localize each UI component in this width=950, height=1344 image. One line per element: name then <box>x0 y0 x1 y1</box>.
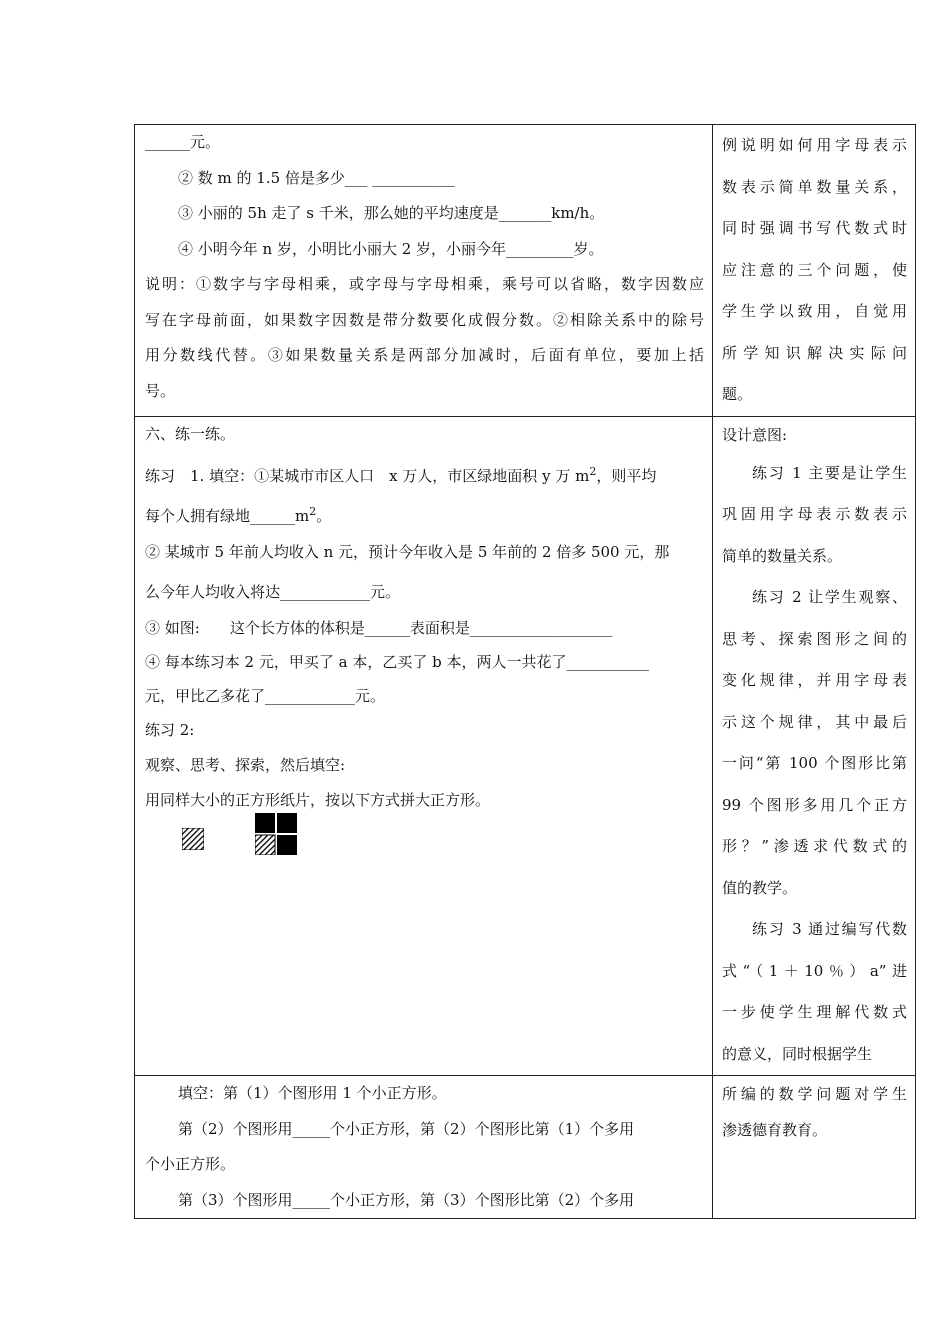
text-line: 号。 <box>145 381 176 400</box>
square-figures <box>145 818 704 862</box>
intent-cell <box>713 416 916 1076</box>
intent-cell <box>713 125 916 417</box>
text-line: ② 数 m 的 1.5 倍是多少___ ___________ <box>178 168 455 187</box>
text-line: 练习 2: <box>145 721 195 739</box>
text-line: ④ 小明今年 n 岁，小明比小丽大 2 岁，小丽今年_________岁。 <box>178 239 604 258</box>
text-line: 一问“第 100 个图形比第 <box>722 754 907 772</box>
text-line: 设计意图: <box>722 425 788 444</box>
text-line: 元，甲比乙多花了____________元。 <box>145 687 386 705</box>
text-line: 变化规律，并用字母表 <box>722 671 907 689</box>
content-cell <box>135 125 713 417</box>
content-cell <box>135 416 713 1076</box>
section-title: 六、练一练。 <box>145 424 236 443</box>
text-line: 练习 1 主要是让学生 <box>752 463 907 482</box>
text-line: 思考、探索图形之间的 <box>722 629 907 648</box>
text-line: 所编的数学问题对学生 <box>722 1085 907 1103</box>
text-line: 用分数线代替。③如果数量关系是两部分加减时，后面有单位，要加上括 <box>145 346 704 364</box>
content-cell <box>135 1076 713 1219</box>
text-line: ______元。 <box>145 133 221 151</box>
text-line: 值的教学。 <box>722 878 798 897</box>
text-line: 形？”渗透求代数式的 <box>722 837 907 855</box>
text-line: 第（2）个图形用_____个小正方形，第（2）个图形比第（1）个多用 <box>178 1119 635 1138</box>
table-row <box>135 125 916 417</box>
text-line: 练习 3 通过编写代数 <box>752 920 907 938</box>
text-line: 写在字母前面，如果数字因数是带分数要化成假分数。②相除关系中的除号 <box>145 310 704 329</box>
text-line: 所学知识解决实际问 <box>722 343 907 362</box>
text-line: 第（3）个图形用_____个小正方形，第（3）个图形比第（2）个多用 <box>178 1190 635 1209</box>
text-line: 渗透德育教育。 <box>722 1121 828 1139</box>
text-line: 填空：第（1）个图形用 1 个小正方形。 <box>178 1084 447 1102</box>
intent-cell <box>713 1076 916 1219</box>
text-line: 用同样大小的正方形纸片，按以下方式拼大正方形。 <box>145 791 491 809</box>
text-line: 说明：①数字与字母相乘，或字母与字母相乘，乘号可以省略，数字因数应 <box>145 275 704 293</box>
figure-1-square <box>182 828 204 850</box>
text-line: 巩固用字母表示数表示 <box>722 505 907 523</box>
text-line: 练习 2 让学生观察、 <box>752 588 907 606</box>
text-line: ④ 每本练习本 2 元，甲买了 a 本，乙买了 b 本，两人一共花了___________ <box>145 653 649 671</box>
lesson-plan-table <box>134 124 916 1219</box>
text-line: 题。 <box>722 385 753 403</box>
text-line: ③ 小丽的 5h 走了 s 千米，那么她的平均速度是_______km/h。 <box>178 204 605 222</box>
text-line: 个小正方形。 <box>145 1155 236 1173</box>
text-line: 式“（1＋10％）a”进 <box>722 961 907 980</box>
text-line: 的意义，同时根据学生 <box>722 1044 873 1063</box>
text-line: 示这个规律，其中最后 <box>722 712 907 731</box>
text-line: 例说明如何用字母表示 <box>722 136 907 154</box>
text-line: 么今年人均收入将达____________元。 <box>145 583 401 601</box>
text-line: 99 个图形多用几个正方 <box>722 795 907 814</box>
figure-2-squares <box>255 813 297 855</box>
text-line: 学生学以致用，自觉用 <box>722 302 907 320</box>
text-line: 同时强调书写代数式时 <box>722 219 907 237</box>
text-line: 数表示简单数量关系， <box>722 177 907 196</box>
text-line: 观察、思考、探索，然后填空: <box>145 756 346 774</box>
text-line: ② 某城市 5 年前人均收入 n 元，预计今年收入是 5 年前的 2 倍多 500 元，那 <box>145 543 670 561</box>
text-line: 每个人拥有绿地$\_\_\_\_\_\_m^2$。 <box>145 505 332 525</box>
text-line: 一步使学生理解代数式 <box>722 1003 907 1021</box>
text-line: 简单的数量关系。 <box>722 546 843 565</box>
table-row <box>135 416 916 1076</box>
table-row <box>135 1076 916 1219</box>
text-line: 练习 1. 填空：①某城市市区人口 x 万人，市区绿地面积 y 万 $m^2$，则平均 <box>145 465 657 485</box>
text-line: ③ 如图: 这个长方体的体积是______表面积是___________________ <box>145 619 613 637</box>
text-line: 应注意的三个问题，使 <box>722 260 907 279</box>
